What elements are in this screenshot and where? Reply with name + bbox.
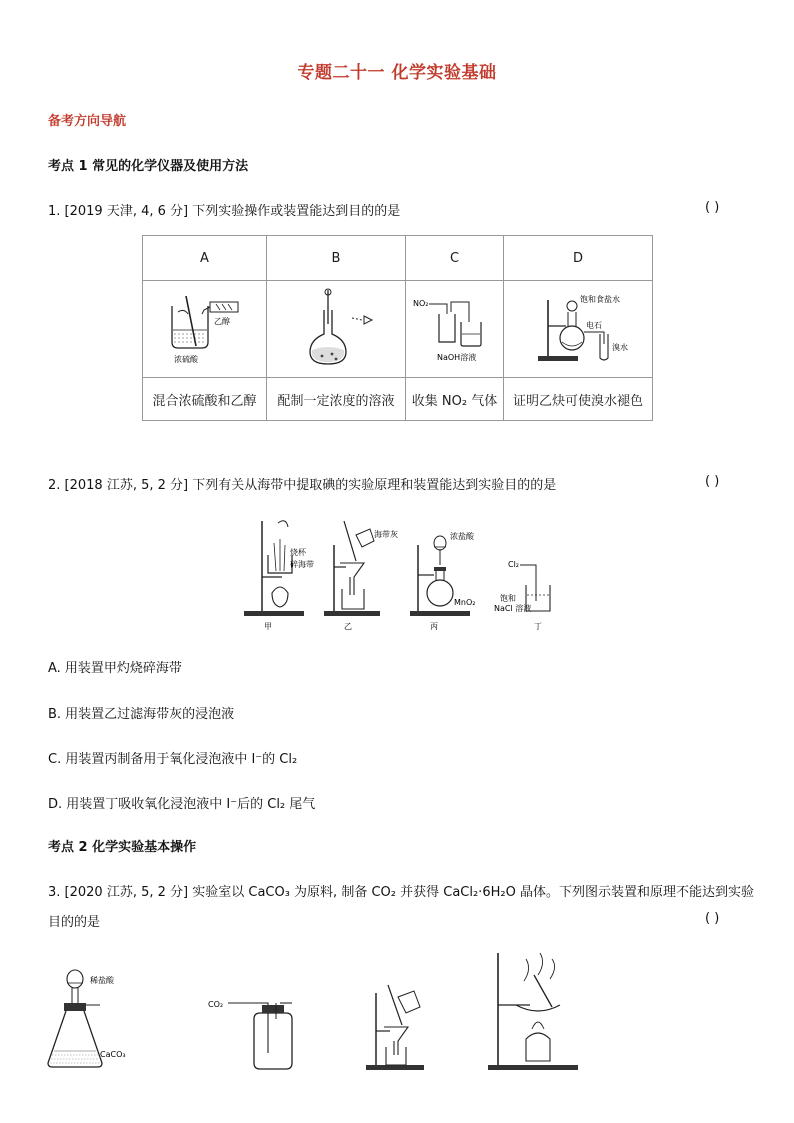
key-point-1-heading: 考点 1 常见的化学仪器及使用方法 bbox=[48, 159, 249, 174]
question-2-option-a: A. 用装置甲灼烧碎海带 bbox=[48, 661, 182, 676]
label-ethanol: 乙醇 bbox=[213, 317, 230, 326]
apparatus-3b-gas-bottle bbox=[208, 1000, 292, 1069]
question-2-option-c: C. 用装置丙制备用于氧化浸泡液中 I⁻的 Cl₂ bbox=[48, 752, 298, 767]
label-saturated: 饱和 bbox=[500, 594, 516, 603]
caption-b: 配制一定浓度的溶液 bbox=[267, 378, 406, 421]
caption-d: 证明乙炔可使溴水褪色 bbox=[504, 378, 653, 421]
label-caco3: CaCO₃ bbox=[100, 1050, 126, 1059]
label-seaweed-ash: 海带灰 bbox=[374, 530, 398, 539]
label-co2: CO₂ bbox=[208, 1000, 224, 1009]
apparatus-d-cell bbox=[504, 281, 653, 378]
table-header-d: D bbox=[504, 236, 653, 281]
question-3-stem-line-2: 目的的是 bbox=[48, 915, 101, 930]
label-yi: 乙 bbox=[344, 622, 352, 631]
apparatus-yi bbox=[324, 521, 398, 631]
question-2-stem: 2. [2018 江苏, 5, 2 分] 下列有关从海带中提取碘的实验原理和装置能达到实验目的的是 bbox=[48, 478, 557, 493]
label-conc-hcl: 浓盐酸 bbox=[450, 532, 474, 541]
label-cl2: Cl₂ bbox=[508, 560, 520, 569]
caption-c: 收集 NO₂ 气体 bbox=[406, 378, 504, 421]
label-ding: 丁 bbox=[534, 622, 542, 631]
question-3-answer-blank: ( ) bbox=[705, 911, 720, 926]
question-1-stem: 1. [2019 天津, 4, 6 分] 下列实验操作或装置能达到目的的是 bbox=[48, 204, 401, 219]
page-title: 专题二十一 化学实验基础 bbox=[297, 63, 497, 83]
section-guide-heading: 备考方向导航 bbox=[48, 114, 127, 129]
label-dilute-hcl: 稀盐酸 bbox=[90, 976, 114, 985]
question-3-stem-line-1: 3. [2020 江苏, 5, 2 分] 实验室以 CaCO₃ 为原料, 制备 CO₂ 并获得 CaCl₂·6H₂O 晶体。下列图示装置和原理不能达到实验 bbox=[48, 885, 754, 900]
question-1-answer-blank: ( ) bbox=[705, 200, 720, 215]
label-jia: 甲 bbox=[264, 622, 272, 631]
apparatus-3a-co2-generator bbox=[48, 970, 126, 1067]
table-header-b: B bbox=[267, 236, 406, 281]
label-saturated-brine: 饱和食盐水 bbox=[580, 295, 620, 304]
apparatus-bing bbox=[410, 531, 475, 631]
table-header-a: A bbox=[143, 236, 267, 281]
label-calcium-carbide: 电石 bbox=[586, 321, 602, 330]
label-bromine-water: 溴水 bbox=[612, 343, 628, 352]
question-1-table bbox=[142, 235, 653, 421]
apparatus-3d-evaporation bbox=[488, 953, 578, 1070]
label-beaker: 烧杯 bbox=[290, 548, 306, 557]
label-seaweed: 碎海带 bbox=[290, 560, 314, 569]
question-2-option-d: D. 用装置丁吸收氧化浸泡液中 I⁻后的 Cl₂ 尾气 bbox=[48, 797, 316, 812]
apparatus-b-figure bbox=[276, 284, 396, 370]
caption-a: 混合浓硫酸和乙醇 bbox=[143, 378, 267, 421]
key-point-2-heading: 考点 2 化学实验基本操作 bbox=[48, 840, 197, 855]
apparatus-ding bbox=[494, 560, 550, 631]
question-2-apparatus-figure bbox=[238, 515, 568, 635]
apparatus-jia bbox=[244, 521, 314, 631]
label-naoh-solution: NaOH溶液 bbox=[436, 353, 476, 362]
label-bing: 丙 bbox=[430, 622, 438, 631]
label-mno2: MnO₂ bbox=[454, 598, 476, 607]
apparatus-a-figure bbox=[150, 284, 260, 370]
apparatus-c-cell bbox=[406, 281, 504, 378]
question-3-apparatus-figure bbox=[40, 945, 760, 1075]
apparatus-c-figure bbox=[409, 284, 501, 370]
label-no2: NO₂ bbox=[412, 299, 428, 308]
label-nacl-solution: NaCl 溶液 bbox=[494, 604, 532, 613]
question-2-answer-blank: ( ) bbox=[705, 474, 720, 489]
apparatus-d-figure bbox=[508, 284, 648, 370]
apparatus-3c-filtration bbox=[366, 985, 424, 1070]
table-header-c: C bbox=[406, 236, 504, 281]
question-2-option-b: B. 用装置乙过滤海带灰的浸泡液 bbox=[48, 707, 235, 722]
apparatus-b-cell bbox=[267, 281, 406, 378]
label-conc-sulfuric-acid: 浓硫酸 bbox=[173, 355, 198, 364]
apparatus-a-cell bbox=[143, 281, 267, 378]
